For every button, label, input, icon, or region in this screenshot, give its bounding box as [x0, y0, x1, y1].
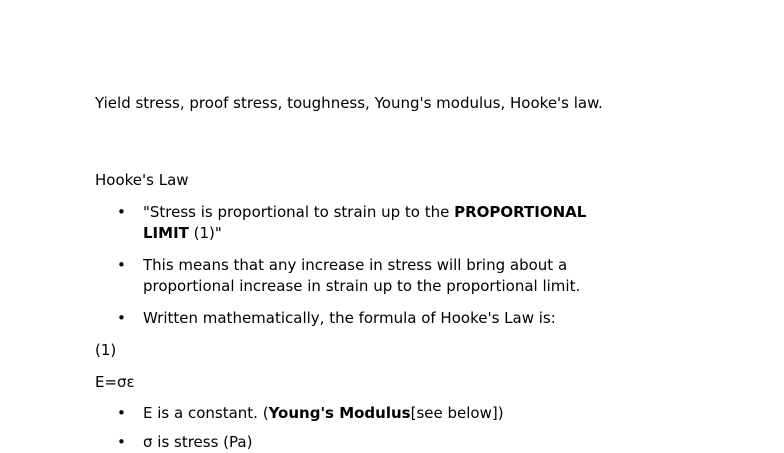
reference-label: (1): [95, 341, 117, 359]
list-item: [95, 403, 635, 424]
list-item: [95, 202, 635, 244]
bullet-text: "Stress is proportional to strain up to the PROPORTIONAL LIMIT (1)": [143, 203, 587, 242]
bullet-icon: •: [117, 404, 126, 422]
bullet-icon: •: [117, 256, 126, 274]
section-heading: Hooke's Law: [95, 171, 189, 189]
bold-term: Young's Modulus: [268, 404, 411, 422]
bullet-icon: •: [117, 433, 126, 451]
bullet-text: Written mathematically, the formula of Hooke's Law is:: [143, 309, 556, 327]
list-item: [95, 255, 635, 297]
bold-term: PROPORTIONAL LIMIT: [143, 203, 587, 242]
bullet-icon: •: [117, 203, 126, 221]
list-item: [95, 308, 635, 329]
bullet-icon: •: [117, 309, 126, 327]
bullet-text: E is a constant. (Young's Modulus[see below]): [143, 404, 504, 422]
bullet-text: σ is stress (Pa): [143, 433, 253, 451]
intro-line: Yield stress, proof stress, toughness, Young's modulus, Hooke's law.: [95, 94, 603, 112]
list-item: [95, 432, 635, 453]
bullet-text: This means that any increase in stress will bring about a proportional increase in strain up to the proportional limit.: [143, 256, 581, 295]
formula: E=σε: [95, 373, 135, 391]
